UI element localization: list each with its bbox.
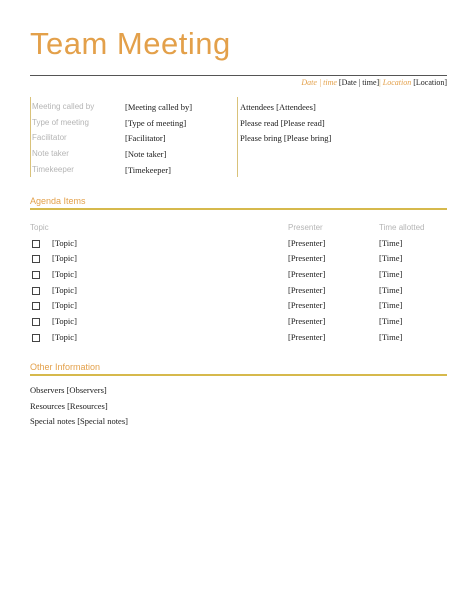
attendees-label: Attendees bbox=[240, 102, 274, 112]
checkbox[interactable] bbox=[32, 302, 40, 310]
resources-row bbox=[30, 401, 108, 411]
presenter-cell[interactable]: [Presenter] bbox=[288, 300, 326, 310]
special-notes-value[interactable]: [Special notes] bbox=[77, 416, 128, 426]
topic-cell[interactable]: [Topic] bbox=[52, 285, 77, 295]
location-label: Location bbox=[382, 78, 412, 87]
checkbox[interactable] bbox=[32, 287, 40, 295]
date-time-value[interactable]: [Date | time] bbox=[338, 78, 380, 87]
topic-cell[interactable]: [Topic] bbox=[52, 332, 77, 342]
detail-value[interactable]: [Note taker] bbox=[125, 149, 167, 159]
presenter-cell[interactable]: [Presenter] bbox=[288, 316, 326, 326]
date-location-line bbox=[301, 78, 447, 87]
topic-cell[interactable]: [Topic] bbox=[52, 300, 77, 310]
other-info-rule bbox=[30, 374, 447, 376]
agenda-row bbox=[30, 316, 447, 330]
resources-label: Resources bbox=[30, 401, 65, 411]
detail-value[interactable]: [Timekeeper] bbox=[125, 165, 171, 175]
presenter-cell[interactable]: [Presenter] bbox=[288, 253, 326, 263]
time-cell[interactable]: [Time] bbox=[379, 300, 403, 310]
agenda-row bbox=[30, 332, 447, 346]
observers-row bbox=[30, 385, 107, 395]
col-header-topic: Topic bbox=[30, 223, 49, 232]
detail-value[interactable]: [Facilitator] bbox=[125, 133, 166, 143]
please-bring-label: Please bring bbox=[240, 133, 282, 143]
checkbox[interactable] bbox=[32, 240, 40, 248]
agenda-row bbox=[30, 269, 447, 283]
checkbox[interactable] bbox=[32, 271, 40, 279]
agenda-rule bbox=[30, 208, 447, 210]
agenda-row bbox=[30, 300, 447, 314]
observers-label: Observers bbox=[30, 385, 65, 395]
date-pipe: | bbox=[318, 78, 322, 87]
agenda-heading: Agenda Items bbox=[30, 196, 86, 206]
time-cell[interactable]: [Time] bbox=[379, 316, 403, 326]
detail-label: Note taker bbox=[32, 149, 69, 158]
special-notes-row bbox=[30, 416, 128, 426]
col-header-presenter: Presenter bbox=[288, 223, 323, 232]
detail-label: Timekeeper bbox=[32, 165, 74, 174]
detail-value[interactable]: [Type of meeting] bbox=[125, 118, 187, 128]
please-bring-row bbox=[240, 133, 331, 143]
details-mid-rule bbox=[237, 97, 238, 177]
checkbox[interactable] bbox=[32, 334, 40, 342]
please-bring-value[interactable]: [Please bring] bbox=[283, 133, 332, 143]
meeting-details bbox=[30, 97, 447, 179]
other-info-heading: Other Information bbox=[30, 362, 101, 372]
date-label: Date bbox=[301, 78, 317, 87]
presenter-cell[interactable]: [Presenter] bbox=[288, 285, 326, 295]
topic-cell[interactable]: [Topic] bbox=[52, 269, 77, 279]
detail-label: Type of meeting bbox=[32, 118, 89, 127]
attendees-value[interactable]: [Attendees] bbox=[276, 102, 316, 112]
agenda-row bbox=[30, 238, 447, 252]
resources-value[interactable]: [Resources] bbox=[67, 401, 108, 411]
special-notes-label: Special notes bbox=[30, 416, 76, 426]
agenda-row bbox=[30, 253, 447, 267]
title-rule bbox=[30, 75, 447, 76]
time-cell[interactable]: [Time] bbox=[379, 253, 403, 263]
time-cell[interactable]: [Time] bbox=[379, 269, 403, 279]
topic-cell[interactable]: [Topic] bbox=[52, 238, 77, 248]
attendees-row bbox=[240, 102, 316, 112]
checkbox[interactable] bbox=[32, 255, 40, 263]
location-separator: | bbox=[379, 78, 381, 87]
col-header-time: Time allotted bbox=[379, 223, 425, 232]
location-value[interactable]: [Location] bbox=[413, 78, 447, 87]
presenter-cell[interactable]: [Presenter] bbox=[288, 332, 326, 342]
detail-label: Facilitator bbox=[32, 133, 67, 142]
time-cell[interactable]: [Time] bbox=[379, 238, 403, 248]
please-read-label: Please read bbox=[240, 118, 279, 128]
time-cell[interactable]: [Time] bbox=[379, 332, 403, 342]
details-left-rule bbox=[30, 97, 31, 177]
detail-value[interactable]: [Meeting called by] bbox=[125, 102, 193, 112]
presenter-cell[interactable]: [Presenter] bbox=[288, 269, 326, 279]
please-read-row bbox=[240, 118, 325, 128]
time-cell[interactable]: [Time] bbox=[379, 285, 403, 295]
topic-cell[interactable]: [Topic] bbox=[52, 316, 77, 326]
presenter-cell[interactable]: [Presenter] bbox=[288, 238, 326, 248]
time-label: time bbox=[323, 78, 337, 87]
topic-cell[interactable]: [Topic] bbox=[52, 253, 77, 263]
detail-label: Meeting called by bbox=[32, 102, 95, 111]
document-title: Team Meeting bbox=[30, 26, 231, 61]
agenda-row bbox=[30, 285, 447, 299]
checkbox[interactable] bbox=[32, 318, 40, 326]
observers-value[interactable]: [Observers] bbox=[66, 385, 107, 395]
please-read-value[interactable]: [Please read] bbox=[280, 118, 325, 128]
